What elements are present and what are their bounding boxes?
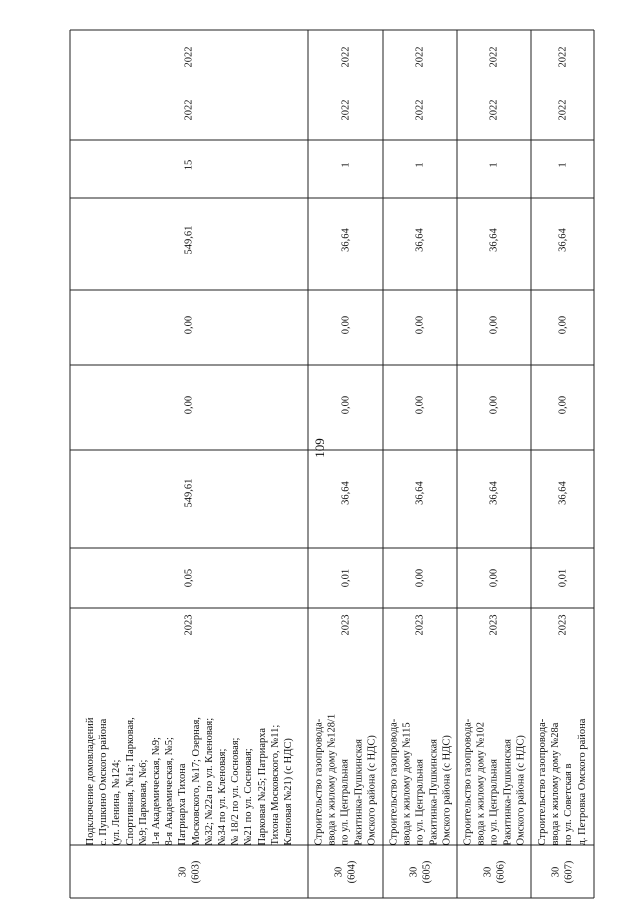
cell-value: 2022 [183, 99, 195, 121]
cell-c2 [532, 453, 593, 533]
cell-c3 [309, 365, 382, 445]
cell-value: 36,64 [414, 481, 426, 505]
cell-value: 1 [488, 162, 500, 168]
cell-c8 [384, 17, 456, 97]
cell-c4 [458, 285, 530, 365]
cell-value: 36,64 [556, 228, 568, 252]
cell-c3 [458, 365, 530, 445]
cell-value: 30 (605) [407, 860, 432, 883]
cell-value: 549,61 [183, 225, 195, 255]
cell-value: 36,64 [339, 481, 351, 505]
cell-id [309, 845, 382, 898]
cell-value: 0,00 [414, 395, 426, 415]
cell-value: 2022 [556, 99, 568, 121]
cell-c4 [532, 285, 593, 365]
cell-value: 36,64 [488, 228, 500, 252]
cell-c8 [71, 17, 307, 97]
cell-value: 549,61 [183, 478, 195, 508]
cell-value: 2022 [488, 99, 500, 121]
cell-value: 0,00 [183, 395, 195, 415]
cell-value: 0,00 [488, 568, 500, 588]
cell-c1 [384, 538, 456, 618]
cell-value: 1 [414, 162, 426, 168]
cell-id [532, 845, 593, 898]
cell-c4 [384, 285, 456, 365]
cell-value: 2022 [488, 46, 500, 68]
object-name-text: Строительство газопровода- ввода к жилому дому №128/1 по ул. Центральная Ракитинка-Пушкинская Омского района (с НДС) [313, 713, 378, 845]
cell-value: 0,00 [183, 315, 195, 335]
cell-c3 [71, 365, 307, 445]
cell-value: 2022 [183, 46, 195, 68]
cell-value: 30 (603) [176, 860, 201, 883]
cell-value: 30 (606) [481, 860, 506, 883]
cell-value: 30 (607) [550, 860, 575, 883]
cell-value: 2022 [414, 46, 426, 68]
object-name-text: Строительство газопровода- ввода к жилому дому №28а по ул. Советская в д. Петровка Омского района [537, 718, 588, 845]
cell-value: 0,01 [339, 568, 351, 588]
cell-value: 30 (604) [333, 860, 358, 883]
cell-c5 [532, 200, 593, 280]
cell-c3 [384, 365, 456, 445]
page-number: 109 [312, 438, 327, 458]
cell-c3 [532, 365, 593, 445]
cell-c8 [309, 17, 382, 97]
cell-c5 [309, 200, 382, 280]
cell-value: 36,64 [556, 481, 568, 505]
cell-c1 [532, 538, 593, 618]
cell-c2 [309, 453, 382, 533]
cell-value: 1 [556, 162, 568, 168]
cell-c5 [71, 200, 307, 280]
object-name-text: Строительство газопровода- ввода к жилому дому №115 по ул. Центральная Ракитинка-Пушкинская Омского района (с НДС) [387, 718, 452, 845]
cell-value: 2023 [556, 614, 568, 636]
cell-value: 2023 [339, 614, 351, 636]
cell-value: 0,00 [339, 395, 351, 415]
cell-c4 [309, 285, 382, 365]
cell-value: 0,00 [414, 315, 426, 335]
cell-value: 2023 [488, 614, 500, 636]
cell-value: 1 [339, 162, 351, 168]
cell-value: 36,64 [488, 481, 500, 505]
cell-c8 [458, 17, 530, 97]
cell-value: 0,00 [556, 395, 568, 415]
cell-id [71, 845, 307, 898]
cell-value: 2022 [414, 99, 426, 121]
cell-c1 [458, 538, 530, 618]
cell-value: 0,00 [414, 568, 426, 588]
cell-value: 15 [183, 159, 195, 171]
cell-value: 36,64 [414, 228, 426, 252]
cell-c5 [458, 200, 530, 280]
cell-value: 0,00 [556, 315, 568, 335]
cell-c1 [71, 538, 307, 618]
cell-value: 2022 [339, 46, 351, 68]
cell-id [384, 845, 456, 898]
cell-c5 [384, 200, 456, 280]
cell-value: 0,05 [183, 568, 195, 588]
object-name-text: Подключение домовладений с. Пушкино Омского района (ул. Ленина, №124; Спортивная, №1а; Парковая, №9; Парковая, №6; 1-я Академическая, №9; 8-я Академическая, №5; Патриарха Тихона Московского, №17; Озерная, №32; №22а по ул. Кленовая; №34 по ул. Кленовая; № 18/2 по ул. Сосновая; №21 по ул. Сосновая; Парковая №25; Патриарха Тихона Московского, №11; Кленовая №21) (с НДС) [84, 716, 294, 845]
object-name-text: Строительство газопровода- ввода к жилому дому №102 по ул. Центральная Ракитинка-Пушкинская Омского района (с НДС) [461, 718, 526, 845]
cell-c8 [532, 17, 593, 97]
cell-value: 2022 [339, 99, 351, 121]
cell-value: 0,00 [488, 395, 500, 415]
cell-value: 36,64 [339, 228, 351, 252]
cell-value: 2023 [183, 614, 195, 636]
cell-value: 0,00 [488, 315, 500, 335]
cell-value: 2022 [556, 46, 568, 68]
cell-value: 0,01 [556, 568, 568, 588]
cell-id [458, 845, 530, 898]
cell-c4 [71, 285, 307, 365]
cell-c2 [384, 453, 456, 533]
cell-c2 [458, 453, 530, 533]
cell-value: 2023 [414, 614, 426, 636]
cell-c2 [71, 453, 307, 533]
cell-value: 0,00 [339, 315, 351, 335]
cell-c1 [309, 538, 382, 618]
